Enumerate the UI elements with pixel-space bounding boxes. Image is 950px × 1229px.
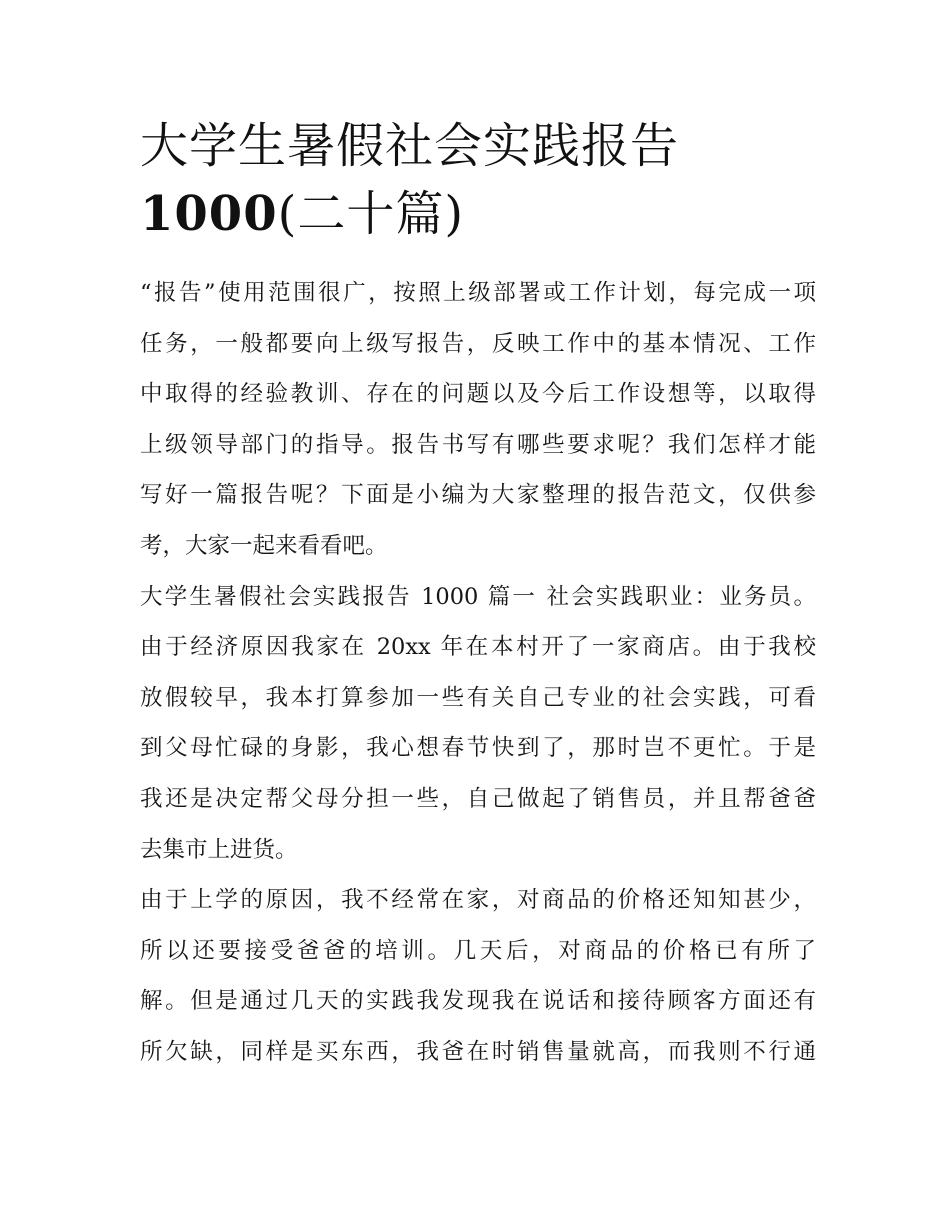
title-number: 1000 [140, 186, 278, 242]
document-title [140, 112, 816, 248]
body-text-line: “报告”使用范围很广，按照上级部署或工作计划，每完成一项 [140, 280, 816, 306]
title-line-1: 大学生暑假社会实践报告 [140, 118, 680, 174]
body-text-line: 去集市上进货。 [140, 836, 298, 863]
body-text-line: 考，大家一起来看看吧。 [140, 532, 388, 559]
body-text-line: 上级领导部门的指导。报告书写有哪些要求呢？我们怎样才能 [140, 431, 816, 458]
body-text-line: 任务，一般都要向上级写报告，反映工作中的基本情况、工作 [140, 330, 816, 357]
body-text-line: 由于上学的原因，我不经常在家，对商品的价格还知知甚少， [140, 887, 816, 914]
body-text-line: 解。但是通过几天的实践我发现我在说话和接待顾客方面还有 [140, 988, 816, 1015]
body-text-line: 所欠缺，同样是买东西，我爸在时销售量就高，而我则不行通 [140, 1038, 816, 1065]
body-text-line: 到父母忙碌的身影，我心想春节快到了，那时岂不更忙。于是 [140, 735, 816, 762]
body-text-line: 写好一篇报告呢？下面是小编为大家整理的报告范文，仅供参 [140, 482, 816, 509]
body-text-line: 由于经济原因我家在 20xx 年在本村开了一家商店。由于我校 [140, 634, 816, 661]
body-text-line: 放假较早，我本打算参加一些有关自己专业的社会实践，可看 [140, 684, 816, 711]
title-suffix: (二十篇) [277, 186, 465, 242]
body-text-line: 所以还要接受爸爸的培训。几天后，对商品的价格已有所了 [140, 937, 816, 964]
body-text-line: 我还是决定帮父母分担一些，自己做起了销售员，并且帮爸爸 [140, 785, 816, 812]
body-text-line: 中取得的经验教训、存在的问题以及今后工作设想等，以取得 [140, 381, 816, 408]
document-body [140, 268, 816, 1078]
title-line-2 [140, 180, 816, 248]
document-content [140, 112, 816, 1078]
body-text-line: 大学生暑假社会实践报告 1000 篇一 社会实践职业：业务员。 [140, 583, 816, 610]
